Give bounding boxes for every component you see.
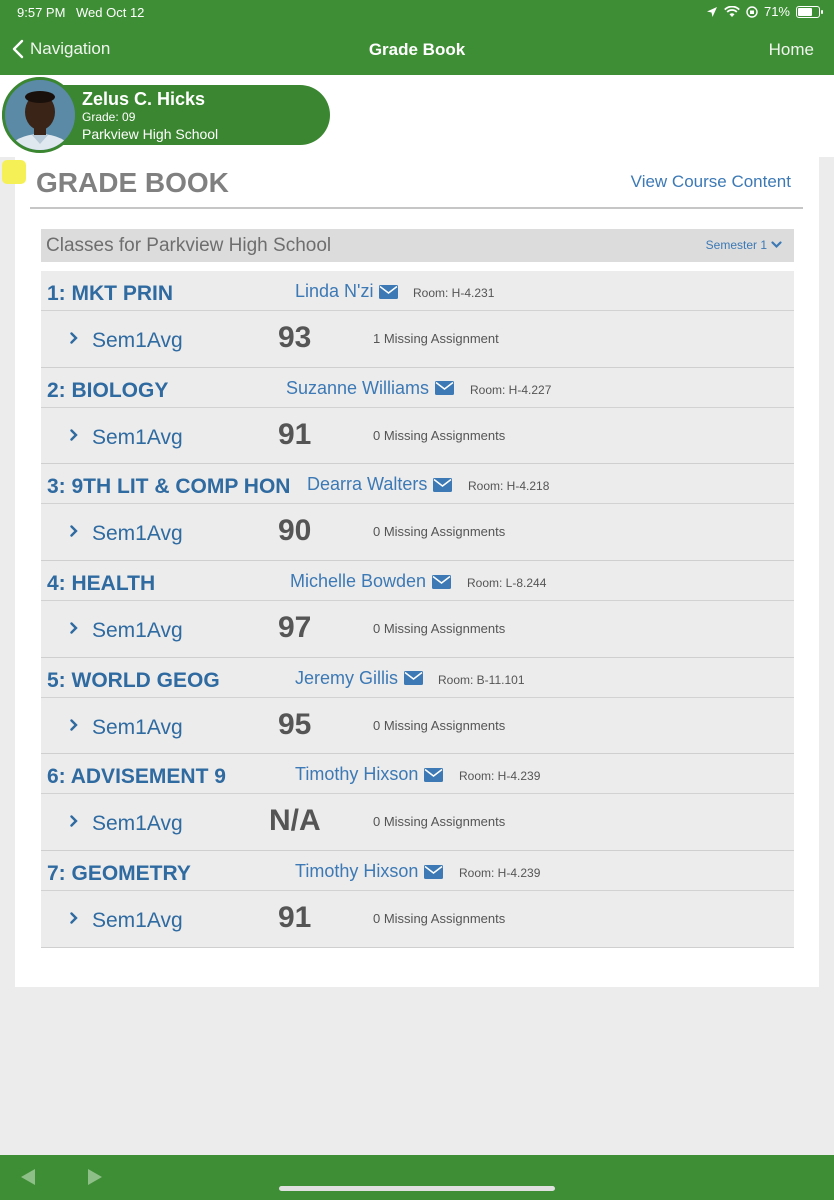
teacher-name: Jeremy Gillis — [295, 667, 399, 688]
status-bar — [0, 0, 834, 26]
back-label: Navigation — [30, 39, 111, 58]
forward-arrow-icon[interactable] — [87, 1168, 103, 1186]
average-label[interactable]: Sem1Avg — [92, 425, 183, 449]
room-label: Room: H-4.231 — [413, 286, 495, 300]
course-list — [41, 271, 794, 948]
navigation-bar — [0, 26, 834, 75]
student-photo — [5, 80, 75, 150]
course-name[interactable]: 1: MKT PRIN — [47, 282, 173, 305]
score-value: 91 — [278, 417, 312, 451]
room-label: Room: H-4.227 — [470, 382, 552, 397]
envelope-icon[interactable] — [379, 285, 398, 299]
course-name[interactable]: 6: ADVISEMENT 9 — [47, 765, 226, 789]
bottom-toolbar — [0, 1155, 834, 1200]
course-header — [41, 271, 794, 311]
view-course-content-link[interactable]: View Course Content — [630, 172, 791, 191]
missing-assignments[interactable]: 0 Missing Assignments — [373, 717, 506, 733]
teacher-name: Dearra Walters — [307, 474, 428, 495]
battery-fill — [798, 8, 812, 16]
teacher-link[interactable] — [295, 764, 443, 785]
chevron-right-icon — [70, 815, 78, 827]
course-name[interactable]: 5: WORLD GEOG — [47, 668, 220, 692]
classes-header-label: Classes for Parkview High School — [46, 235, 332, 256]
room-label: Room: H-4.218 — [468, 479, 550, 494]
teacher-link[interactable] — [290, 571, 451, 592]
status-date: Wed Oct 12 — [76, 5, 145, 20]
battery-percent: 71% — [763, 4, 790, 19]
room-label: Room: H-4.239 — [459, 866, 541, 881]
expand-toggle[interactable] — [70, 814, 78, 832]
status-time: 9:57 PM — [17, 5, 66, 20]
missing-assignments[interactable]: 0 Missing Assignments — [373, 911, 506, 927]
course-header — [41, 561, 794, 601]
course-row — [41, 464, 794, 561]
room-label: Room: B-11.101 — [438, 672, 525, 687]
chevron-right-icon — [70, 622, 78, 634]
expand-toggle[interactable] — [70, 621, 78, 639]
envelope-icon[interactable] — [404, 671, 423, 685]
expand-toggle[interactable] — [70, 524, 78, 542]
divider — [30, 207, 803, 209]
course-row — [41, 271, 794, 368]
teacher-name: Suzanne Williams — [286, 377, 430, 398]
teacher-name: Linda N'zi — [295, 281, 374, 301]
teacher-link[interactable] — [307, 474, 452, 495]
missing-assignments[interactable]: 0 Missing Assignments — [373, 621, 506, 637]
room-label: Room: L-8.244 — [467, 576, 547, 591]
average-label[interactable]: Sem1Avg — [92, 619, 183, 643]
course-header — [41, 368, 794, 408]
home-button[interactable]: Home — [768, 40, 814, 59]
average-label[interactable]: Sem1Avg — [92, 715, 183, 739]
course-header — [41, 754, 794, 794]
teacher-link[interactable] — [295, 281, 398, 302]
student-name: Zelus C. Hicks — [82, 89, 206, 109]
envelope-icon[interactable] — [424, 865, 443, 879]
semester-dropdown[interactable] — [706, 238, 782, 252]
battery-icon — [796, 6, 820, 18]
student-school: Parkview High School — [82, 126, 219, 142]
expand-toggle[interactable] — [70, 331, 78, 349]
semester-label: Semester 1 — [705, 238, 767, 252]
course-header — [41, 658, 794, 698]
orientation-lock-icon — [746, 6, 758, 18]
envelope-icon[interactable] — [433, 478, 452, 492]
room-label: Room: H-4.239 — [459, 769, 541, 784]
teacher-name: Michelle Bowden — [290, 571, 427, 592]
missing-assignments[interactable]: 0 Missing Assignments — [373, 427, 506, 443]
course-row — [41, 561, 794, 658]
teacher-link[interactable] — [286, 378, 454, 399]
average-label[interactable]: Sem1Avg — [92, 329, 183, 352]
average-label[interactable]: Sem1Avg — [92, 909, 183, 933]
missing-assignments[interactable]: 1 Missing Assignment — [373, 331, 499, 346]
classes-header — [41, 229, 794, 262]
score-value: 93 — [278, 321, 312, 354]
highlight-marker — [2, 160, 26, 184]
wifi-icon — [724, 6, 740, 18]
course-row — [41, 658, 794, 755]
envelope-icon[interactable] — [432, 575, 451, 589]
student-profile[interactable] — [2, 85, 330, 145]
chevron-right-icon — [70, 912, 78, 924]
expand-toggle[interactable] — [70, 428, 78, 446]
chevron-down-icon — [771, 241, 782, 249]
envelope-icon[interactable] — [424, 768, 443, 782]
home-indicator[interactable] — [279, 1186, 555, 1191]
course-name[interactable]: 3: 9TH LIT & COMP HON — [47, 475, 291, 499]
course-header — [41, 464, 794, 504]
chevron-right-icon — [70, 525, 78, 537]
score-value: N/A — [269, 804, 321, 838]
chevron-right-icon — [70, 719, 78, 731]
teacher-name: Timothy Hixson — [295, 764, 419, 785]
course-row — [41, 851, 794, 948]
teacher-name: Timothy Hixson — [295, 861, 419, 882]
avatar — [2, 77, 78, 153]
course-name[interactable]: 7: GEOMETRY — [47, 862, 191, 886]
student-grade: Grade: 09 — [82, 110, 136, 124]
chevron-right-icon — [70, 429, 78, 441]
course-name[interactable]: 4: HEALTH — [47, 572, 156, 596]
location-icon — [706, 6, 718, 18]
average-label[interactable]: Sem1Avg — [92, 522, 183, 546]
score-value: 90 — [278, 514, 312, 548]
course-name[interactable]: 2: BIOLOGY — [47, 378, 169, 402]
chevron-right-icon — [70, 332, 78, 344]
course-row — [41, 754, 794, 851]
back-arrow-icon[interactable] — [20, 1168, 36, 1186]
envelope-icon[interactable] — [435, 381, 454, 395]
average-label[interactable]: Sem1Avg — [92, 812, 183, 836]
score-value: 91 — [278, 901, 312, 935]
page-title: GRADE BOOK — [36, 167, 229, 198]
teacher-link[interactable] — [295, 668, 423, 689]
status-icons — [706, 4, 820, 19]
expand-toggle[interactable] — [70, 718, 78, 736]
course-row — [41, 368, 794, 465]
score-value: 95 — [278, 707, 312, 741]
nav-title: Grade Book — [368, 40, 466, 59]
expand-toggle[interactable] — [70, 911, 78, 929]
teacher-link[interactable] — [295, 861, 443, 882]
course-header — [41, 851, 794, 891]
score-value: 97 — [278, 611, 312, 645]
missing-assignments[interactable]: 0 Missing Assignments — [373, 814, 506, 830]
missing-assignments[interactable]: 0 Missing Assignments — [373, 524, 506, 540]
